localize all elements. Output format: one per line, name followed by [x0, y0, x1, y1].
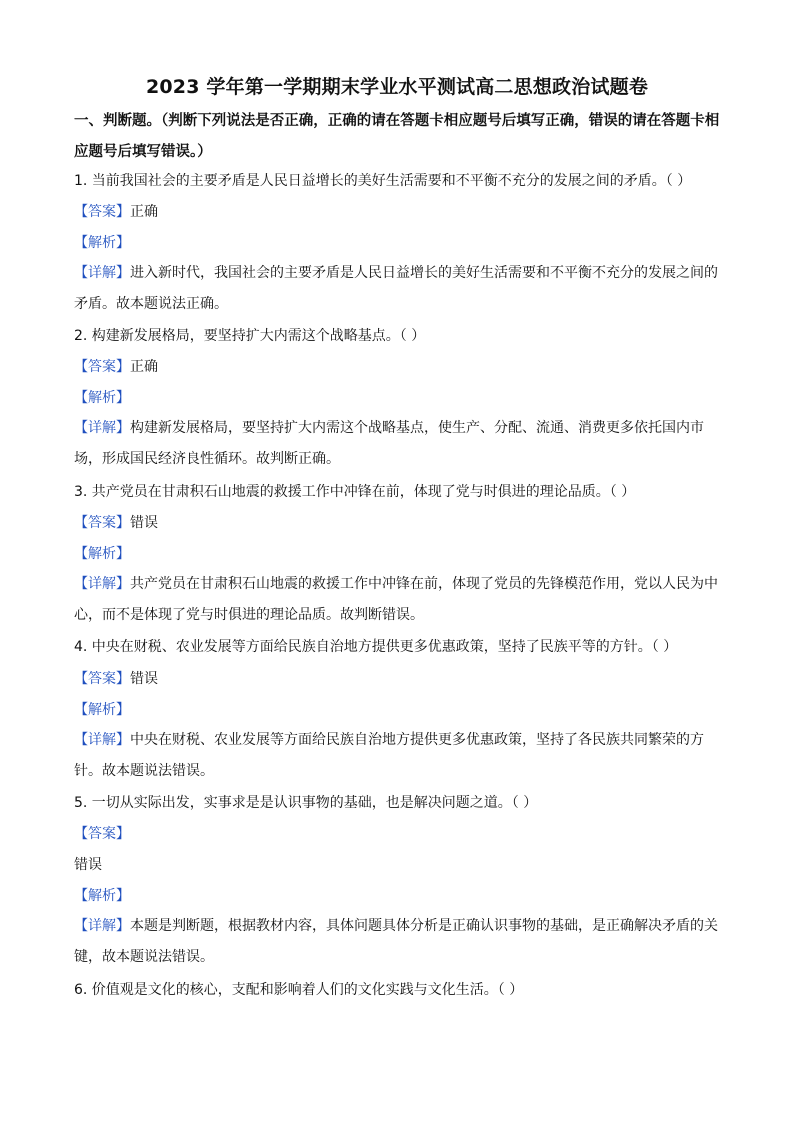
question-2-analysis — [74, 388, 724, 408]
question-1-analysis — [74, 233, 724, 253]
detail-label: 【详解】 — [74, 265, 130, 281]
detail-label: 【详解】 — [74, 576, 130, 592]
question-1-answer — [74, 202, 724, 222]
question-4-answer — [74, 669, 724, 689]
question-3-analysis — [74, 544, 724, 564]
question-4-detail — [74, 725, 724, 787]
analysis-label: 【解析】 — [74, 546, 130, 562]
analysis-label: 【解析】 — [74, 390, 130, 406]
answer-value: 错误 — [130, 515, 158, 531]
section-heading: 一、判断题。（判断下列说法是否正确，正确的请在答题卡相应题号后填写正确，错误的请在答题卡相应题号后填写错误。） — [74, 113, 720, 160]
detail-text: 本题是判断题，根据教材内容，具体问题具体分析是正确认识事物的基础，是正确解决矛盾的关键，故本题说法错误。 — [74, 918, 718, 965]
question-6-text: 6. 价值观是文化的核心，支配和影响着人们的文化实践与文化生活。（ ） — [74, 982, 524, 998]
question-5-text: 5. 一切从实际出发，实事求是是认识事物的基础，也是解决问题之道。（ ） — [74, 795, 538, 811]
detail-text: 进入新时代，我国社会的主要矛盾是人民日益增长的美好生活需要和不平衡不充分的发展之间的矛盾。故本题说法正确。 — [74, 265, 718, 312]
detail-text: 中央在财税、农业发展等方面给民族自治地方提供更多优惠政策，坚持了各民族共同繁荣的方针。故本题说法错误。 — [74, 732, 704, 779]
detail-label: 【详解】 — [74, 732, 130, 748]
answer-label: 【答案】 — [74, 359, 130, 375]
page-title: 2023 学年第一学期期末学业水平测试高二思想政治试题卷 — [145, 76, 649, 98]
question-5-analysis — [74, 886, 724, 906]
answer-label: 【答案】 — [74, 204, 130, 220]
detail-label: 【详解】 — [74, 918, 130, 934]
answer-label: 【答案】 — [74, 515, 130, 531]
answer-label: 【答案】 — [74, 671, 130, 687]
question-3-text: 3. 共产党员在甘肃积石山地震的救援工作中冲锋在前，体现了党与时俱进的理论品质。（ ） — [74, 484, 636, 500]
question-4-text: 4. 中央在财税、农业发展等方面给民族自治地方提供更多优惠政策，坚持了民族平等的方针。（ ） — [74, 639, 678, 655]
analysis-label: 【解析】 — [74, 235, 130, 251]
question-5-answer-value: 错误 — [74, 857, 102, 873]
analysis-label: 【解析】 — [74, 702, 130, 718]
detail-text: 构建新发展格局，要坚持扩大内需这个战略基点，使生产、分配、流通、消费更多依托国内市场，形成国民经济良性循环。故判断正确。 — [74, 420, 704, 467]
question-1-text: 1. 当前我国社会的主要矛盾是人民日益增长的美好生活需要和不平衡不充分的发展之间的矛盾。（ ） — [74, 173, 692, 189]
analysis-label: 【解析】 — [74, 888, 130, 904]
answer-value: 正确 — [130, 204, 158, 220]
answer-value: 正确 — [130, 359, 158, 375]
detail-text: 共产党员在甘肃积石山地震的救援工作中冲锋在前，体现了党员的先锋模范作用，党以人民为中心，而不是体现了党与时俱进的理论品质。故判断错误。 — [74, 576, 718, 623]
question-2-answer — [74, 357, 724, 377]
question-2-detail — [74, 413, 724, 475]
question-2-text: 2. 构建新发展格局，要坚持扩大内需这个战略基点。（ ） — [74, 328, 426, 344]
question-5-answer — [74, 824, 724, 844]
question-1-detail — [74, 258, 724, 320]
question-3-answer — [74, 513, 724, 533]
question-3-detail — [74, 569, 724, 631]
question-5-detail — [74, 911, 724, 973]
answer-label: 【答案】 — [74, 826, 130, 842]
answer-value: 错误 — [130, 671, 158, 687]
question-4-analysis — [74, 700, 724, 720]
detail-label: 【详解】 — [74, 420, 130, 436]
